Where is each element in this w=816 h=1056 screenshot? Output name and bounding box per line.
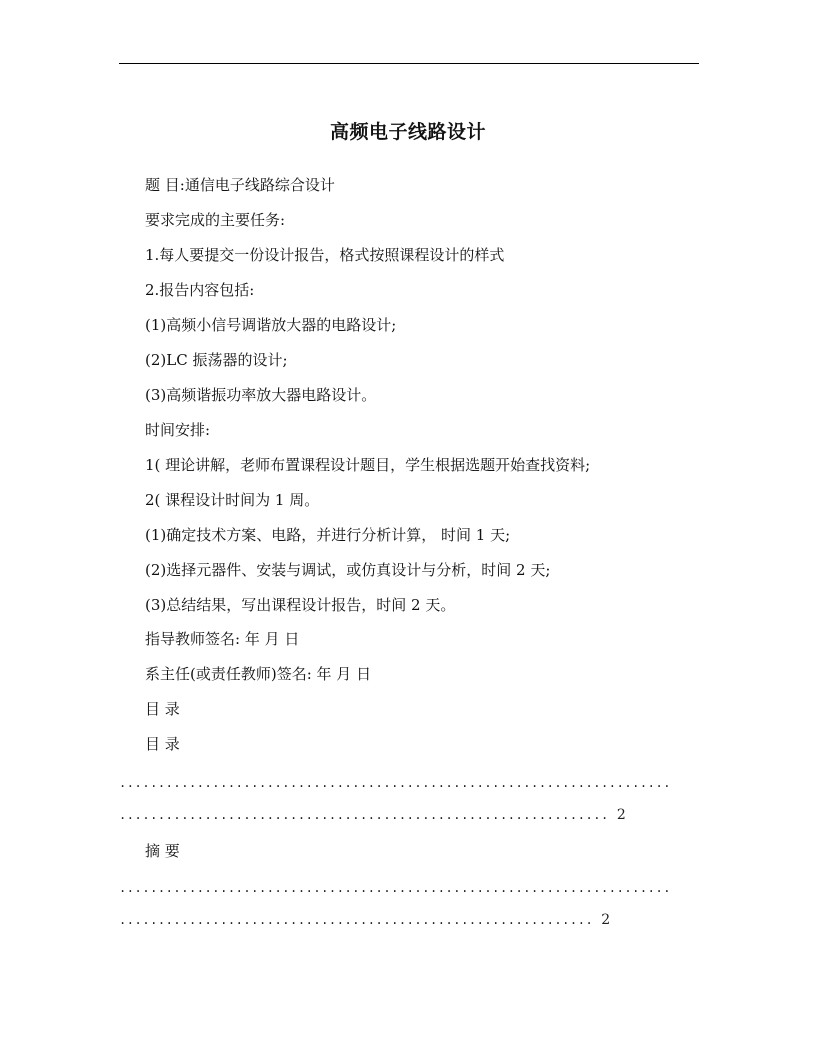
toc-entry-label[interactable]: 摘 要: [145, 842, 180, 860]
schedule-item-2: 2( 课程设计时间为 1 周。: [145, 491, 320, 509]
toc-leader-end: [119, 911, 611, 929]
schedule-heading: 时间安排:: [145, 421, 211, 439]
toc-page-number: 2: [616, 807, 627, 823]
toc-leader-dots: ...............................................................: [119, 808, 609, 822]
toc-page-number: 2: [601, 912, 611, 928]
content-item-1: (1)高频小信号调谐放大器的电路设计;: [145, 316, 397, 334]
toc-leader-end: [119, 806, 626, 824]
schedule-subitem-3: (3)总结结果，写出课程设计报告，时间 2 天。: [145, 596, 456, 614]
content-item-3: (3)高频谐振功率放大器电路设计。: [145, 386, 377, 404]
tasks-heading: 要求完成的主要任务:: [145, 211, 286, 229]
schedule-subitem-2: (2)选择元器件、安装与调试，或仿真设计与分析，时间 2 天;: [145, 561, 551, 579]
content-item-2: (2)LC 振荡器的设计;: [145, 351, 288, 369]
advisor-signature-line: 指导教师签名: 年 月 日: [145, 630, 300, 648]
toc-leader-dots: .......................................................................: [119, 881, 671, 895]
task-item-2: 2.报告内容包括:: [145, 281, 255, 299]
header-rule: [119, 63, 699, 64]
director-signature-line: 系主任(或责任教师)签名: 年 月 日: [145, 665, 372, 683]
subject-line: 题 目:通信电子线路综合设计: [145, 176, 335, 194]
schedule-subitem-1: (1)确定技术方案、电路，并进行分析计算， 时间 1 天;: [145, 526, 511, 544]
task-item-1: 1.每人要提交一份设计报告，格式按照课程设计的样式: [145, 246, 505, 264]
toc-leader-dots: .............................................................: [119, 913, 594, 927]
schedule-item-1: 1( 理论讲解，老师布置课程设计题目，学生根据选题开始查找资料;: [145, 456, 591, 474]
toc-entry-label[interactable]: 目 录: [145, 735, 180, 753]
document-title: 高频电子线路设计: [329, 121, 486, 143]
toc-heading: 目 录: [145, 700, 180, 718]
toc-leader-dots: .......................................................................: [119, 776, 671, 790]
